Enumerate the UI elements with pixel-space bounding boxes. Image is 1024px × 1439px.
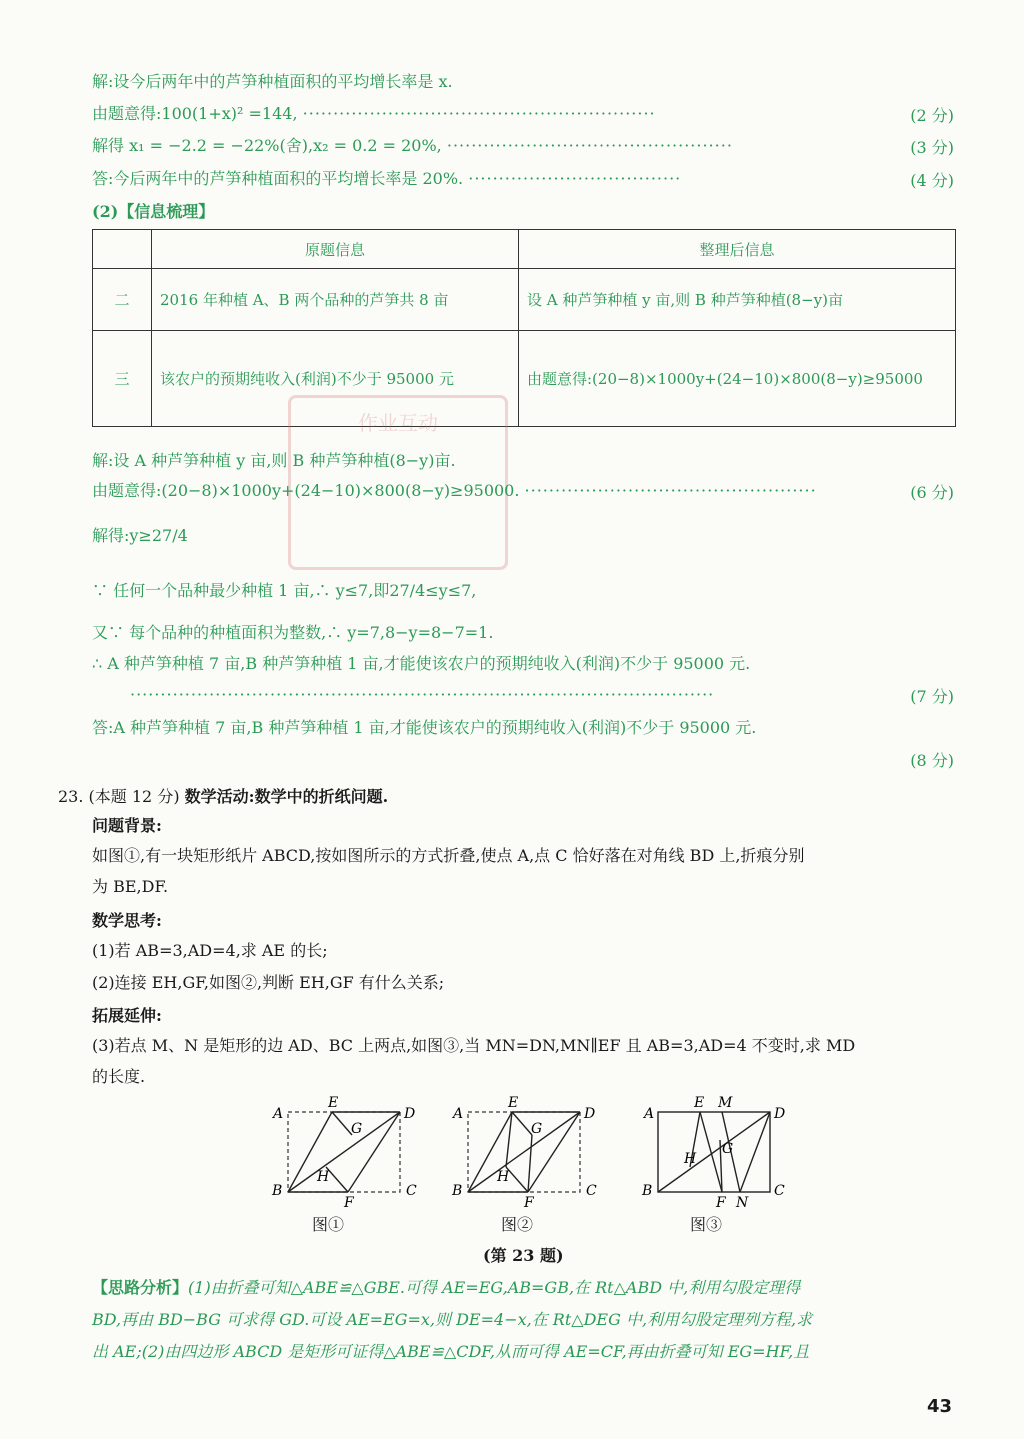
figure-caption: (第 23 题) (483, 1246, 564, 1265)
svg-text:A: A (453, 1106, 464, 1122)
q23-meta: (本题 12 分) (88, 787, 180, 806)
svg-text:A: A (273, 1106, 284, 1122)
stamp-text: 作业互动 (358, 411, 438, 435)
solution1-line3-score: (3 分) (910, 138, 954, 157)
q23-figures (260, 1095, 800, 1215)
solution1-line4: 答:今后两年中的芦笋种植面积的平均增长率是 20%. ··································· (92, 169, 682, 188)
solution2-line6-score: (7 分) (910, 687, 954, 706)
q23-q1: (1)若 AB=3,AD=4,求 AE 的长; (92, 941, 328, 960)
svg-text:E: E (694, 1095, 705, 1111)
row-id: 二 (93, 269, 152, 331)
header-cell-id (93, 230, 152, 269)
row-id: 三 (93, 331, 152, 427)
analysis-line2: BD,再由 BD−BG 可求得 GD.可设 AE=EG=x,则 DE=4−x,在 Rt△DEG 中,利用勾股定理列方程,求 (92, 1310, 813, 1329)
info-table-header (93, 230, 956, 269)
q23-think-heading: 数学思考: (92, 911, 162, 930)
svg-text:B: B (642, 1183, 653, 1199)
figure-3 (641, 1095, 785, 1211)
figure-1-label: 图① (312, 1215, 345, 1234)
solution2-line1: 解:设 A 种芦笋种植 y 亩,则 B 种芦笋种植(8−y)亩. (92, 451, 456, 470)
svg-text:G: G (531, 1121, 543, 1137)
svg-text:B: B (272, 1183, 283, 1199)
svg-text:F: F (344, 1195, 354, 1211)
svg-text:M: M (718, 1095, 733, 1111)
solution1-line3-text: 解得 x₁ = −2.2 = −22%(舍),x₂ = 0.2 = 20%, (92, 136, 442, 155)
svg-text:H: H (317, 1169, 330, 1185)
row-original: 2016 年种植 A、B 两个品种的芦笋共 8 亩 (152, 269, 519, 331)
solution2-line7: 答:A 种芦笋种植 7 亩,B 种芦笋种植 1 亩,才能使该农户的预期纯收入(利润)不少于 95000 元. (92, 718, 757, 737)
figure-2-label: 图② (501, 1215, 534, 1234)
analysis-line3: 出 AE;(2)由四边形 ABCD 是矩形可证得△ABE≌△CDF,从而可得 AE=CF,再由折叠可知 EG=HF,且 (92, 1342, 810, 1361)
solution2-line2-text: 由题意得:(20−8)×1000y+(24−10)×800(8−y)≥95000. (92, 481, 520, 500)
q23-ext-heading: 拓展延伸: (92, 1006, 162, 1025)
table-row (93, 331, 956, 427)
svg-text:D: D (404, 1106, 416, 1122)
analysis-line1 (92, 1272, 958, 1304)
svg-text:N: N (736, 1195, 749, 1211)
svg-text:H: H (497, 1169, 510, 1185)
svg-text:D: D (774, 1106, 786, 1122)
q23-title (58, 786, 388, 808)
solution2-line4: ∵ 任何一个品种最少种植 1 亩,∴ y≤7,即27/4≤y≤7, (92, 581, 477, 600)
q23-title-text: 数学活动:数学中的折纸问题. (184, 787, 389, 806)
solution1-line4-text: 答:今后两年中的芦笋种植面积的平均增长率是 20%. (92, 169, 464, 188)
solution1-line1: 解:设今后两年中的芦笋种植面积的平均增长率是 x. (92, 72, 453, 91)
q23-bg-heading: 问题背景: (92, 816, 162, 835)
solution2-line6-dots: ································································································ (130, 685, 715, 704)
header-cell-organized: 整理后信息 (519, 230, 956, 269)
svg-text:A: A (644, 1106, 655, 1122)
svg-text:G: G (351, 1121, 363, 1137)
figure-1 (271, 1095, 417, 1211)
row-original: 该农户的预期纯收入(利润)不少于 95000 元 (152, 331, 519, 427)
solution2-line2-score: (6 分) (910, 483, 954, 502)
part2-heading: (2)【信息梳理】 (92, 202, 215, 221)
svg-text:C: C (406, 1183, 417, 1199)
svg-text:F: F (716, 1195, 726, 1211)
solution2-line6: ∴ A 种芦笋种植 7 亩,B 种芦笋种植 1 亩,才能使该农户的预期纯收入(利润)不少于 95000 元. (92, 654, 751, 673)
solution2-line3: 解得:y≥27/4 (92, 526, 188, 545)
solution1-line3: 解得 x₁ = −2.2 = −22%(舍),x₂ = 0.2 = 20%, ··············································· (92, 136, 733, 155)
info-table (92, 229, 956, 427)
q23-bg-text1: 如图①,有一块矩形纸片 ABCD,按如图所示的方式折叠,使点 A,点 C 恰好落在对角线 BD 上,折痕分别 (92, 846, 805, 865)
solution1-line2: 由题意得:100(1+x)² =144, ·························································· (92, 104, 656, 123)
q23-q2: (2)连接 EH,GF,如图②,判断 EH,GF 有什么关系; (92, 973, 445, 992)
svg-text:E: E (508, 1095, 519, 1111)
solution1-line2-text: 由题意得:100(1+x)² =144, (92, 104, 298, 123)
q23-bg-text2: 为 BE,DF. (92, 877, 169, 896)
svg-text:B: B (452, 1183, 463, 1199)
svg-text:C: C (774, 1183, 785, 1199)
solution2-line5: 又∵ 每个品种的种植面积为整数,∴ y=7,8−y=8−7=1. (92, 623, 494, 642)
figure-3-label: 图③ (690, 1215, 723, 1234)
svg-text:D: D (584, 1106, 596, 1122)
figure-2 (451, 1095, 597, 1211)
page-number: 43 (927, 1396, 953, 1417)
svg-text:G: G (722, 1141, 734, 1157)
svg-text:H: H (684, 1151, 697, 1167)
svg-text:E: E (328, 1095, 339, 1111)
svg-text:C: C (586, 1183, 597, 1199)
q23-q3b: 的长度. (92, 1067, 146, 1086)
analysis-text1: (1)由折叠可知△ABE≌△GBE.可得 AE=EG,AB=GB,在 Rt△ABD 中,利用勾股定理得 (188, 1278, 801, 1297)
solution2-line7-score: (8 分) (910, 751, 954, 770)
header-cell-original: 原题信息 (152, 230, 519, 269)
solution2-line2: 由题意得:(20−8)×1000y+(24−10)×800(8−y)≥95000. ················································ (92, 481, 817, 500)
row-organized: 由题意得:(20−8)×1000y+(24−10)×800(8−y)≥95000 (519, 331, 956, 427)
analysis-label: 【思路分析】 (92, 1278, 189, 1297)
solution1-line4-score: (4 分) (910, 171, 954, 190)
svg-text:F: F (524, 1195, 534, 1211)
q23-q3a: (3)若点 M、N 是矩形的边 AD、BC 上两点,如图③,当 MN=DN,MN∥EF 且 AB=3,AD=4 不变时,求 MD (92, 1036, 856, 1055)
q23-number: 23. (58, 787, 84, 806)
row-organized: 设 A 种芦笋种植 y 亩,则 B 种芦笋种植(8−y)亩 (519, 269, 956, 331)
solution1-line2-score: (2 分) (910, 106, 954, 125)
table-row (93, 269, 956, 331)
